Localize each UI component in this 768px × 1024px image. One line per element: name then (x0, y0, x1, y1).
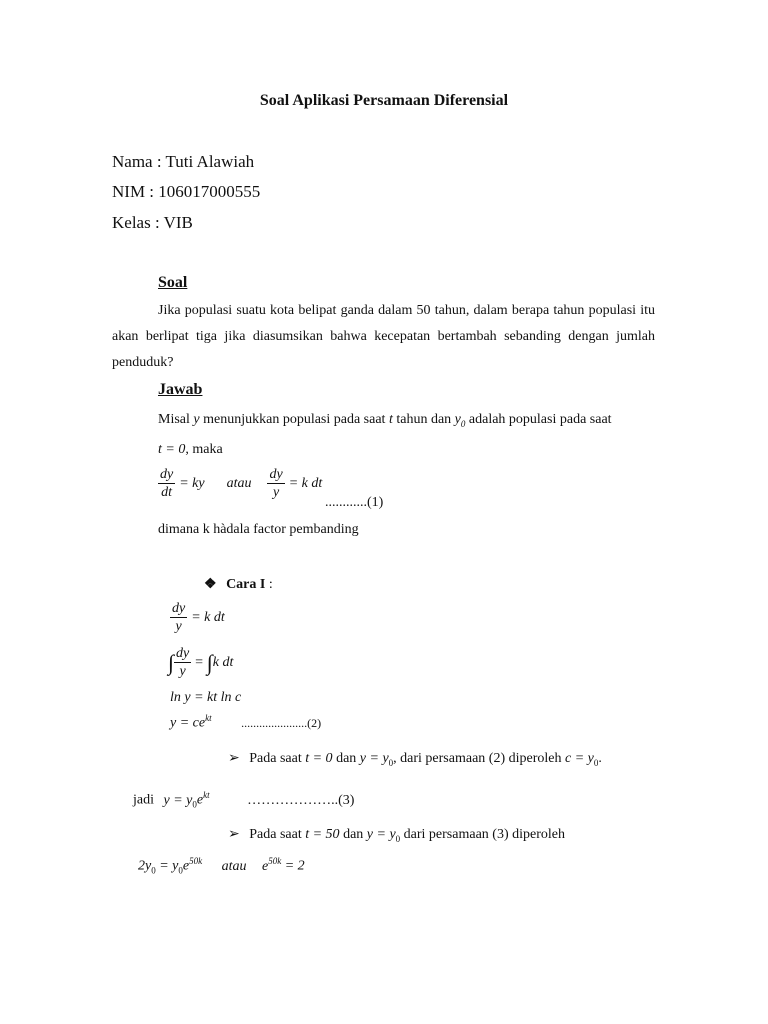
step-3-equation: ln y = kt ln c (170, 690, 242, 705)
nim-line: NIM : 106017000555 (112, 182, 261, 201)
diamond-bullet-icon: ❖ (204, 577, 217, 592)
soal-text: Jika populasi suatu kota belipat ganda dalam 50 tahun, dalam berapa tahun populasi itu akan berlipat tiga jika diasumsikan bahwa kecepatan bertambah sebanding dengan jumlah penduduk? (112, 303, 655, 370)
equation-1: $\frac{dy}{dt}$ = ky atau $\frac{dy}{y}$ = k dt (160, 467, 323, 500)
step-2-equation: ∫ $\frac{dy}{y}$ = ∫ k dt (168, 646, 234, 679)
cara-1-heading: ❖ Cara I : (204, 577, 273, 592)
nama-line: Nama : Tuti Alawiah (112, 152, 255, 171)
arrow-bullet-icon: ➢ (228, 827, 240, 842)
pada-saat-2-line: ➢ Pada saat t = 50 dan $y = y_0$ dari persamaan (3) diperoleh (228, 827, 565, 844)
soal-heading: Soal (158, 274, 188, 291)
equation-1-tag: ............(1) (325, 495, 384, 510)
fraction-dy-dt: $\frac{dy}{dt}$ (160, 467, 174, 500)
jadi-line: jadi $y = y_0e^{kt}$ ………………..(3) (133, 790, 355, 810)
final-equation: $2y_0 = y_0e^{50k}$ atau $e^{50k} = 2$ (138, 856, 305, 876)
dimana-line: dimana k hàdala factor pembanding (158, 522, 359, 537)
pada-saat-1-line: ➢ Pada saat t = 0 dan $y = y_0$, dari persamaan (2) diperoleh $c = y_0$. (228, 751, 602, 768)
step-4-equation: $y = ce^{kt}$ ......................(2) (170, 713, 322, 731)
jawab-heading: Jawab (158, 381, 203, 398)
page-title: Soal Aplikasi Persamaan Diferensial (259, 92, 509, 109)
fraction-dy-y: $\frac{dy}{y}$ (269, 467, 283, 500)
step-1-equation: $\frac{dy}{y}$ = k dt (172, 601, 225, 634)
t-zero-line: t = 0, maka (158, 442, 223, 457)
arrow-bullet-icon: ➢ (228, 751, 240, 766)
kelas-line: Kelas : VIB (112, 213, 193, 232)
misal-line: Misal y menunjukkan populasi pada saat t tahun dan $y_0$ adalah populasi pada saat (158, 412, 612, 429)
